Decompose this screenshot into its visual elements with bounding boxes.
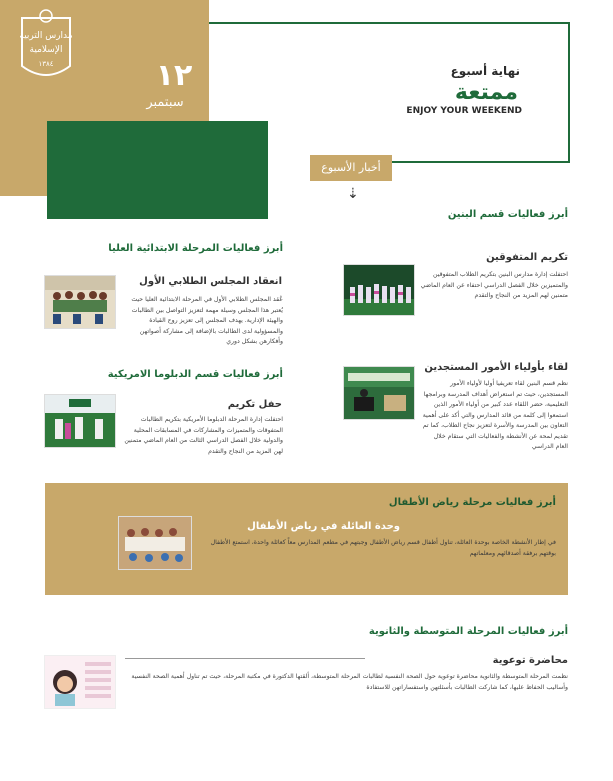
middle-item-body: نظمت المرحلة المتوسطة والثانوية محاضرة توعوية حول الصحة النفسية لطالبات المرحلة المتوسطة، ألقتها الدكتورة في مكتبة المرحلة، حيث تم تناول أهمية الصحة النفسية وأساليب الحفاظ عليها، كما شاركت الطالبات بأسئلتهن واستفساراتهن للاستفادة	[131, 673, 568, 691]
diploma-item-body: احتفلت إدارة المرحلة الدبلوما الأمريكية بتكريم الطالبات المتفوقات والمتميزات والمشاركات في المسابقات المحلية والدولية خلال الفصل الدراسي الثالث من العام الماضي متمنين لهن المزيد من النجاح والتقدم	[124, 416, 283, 455]
issue-month: سبتمبر	[146, 95, 184, 110]
weekend-fun-heading: ممتعة	[454, 80, 518, 105]
diploma-section-title: أبرز فعاليات قسم الدبلوما الامريكية	[107, 369, 283, 380]
kg-family-photo	[118, 516, 192, 570]
elementary-section-title: أبرز فعاليات المرحلة الابتدائية العليا	[108, 243, 283, 254]
frame-line-bottom	[392, 161, 570, 163]
boys-item-2-title: لقاء بأولياء الأمور المستجدين	[424, 362, 568, 373]
svg-text:مدارس التربية: مدارس التربية	[19, 31, 73, 41]
kg-item-title: وحدة العائلة في رياض الأطفال	[247, 521, 400, 532]
honoring-photo	[343, 264, 415, 316]
middle-section-title: أبرز فعاليات المرحلة المتوسطة والثانوية	[368, 626, 568, 637]
school-logo	[12, 8, 80, 88]
elementary-item-body: عُقد المجلس الطلابي الأول في المرحلة الابتدائية العليا حيث يُعتبر هذا المجلس وسيلة مهمة لتعزيز التواصل بين الطالبات والهيئة الإدارية. يهدف المجلس إلى تعزيز روح القيادة والمسؤولية لدى الطالبات بالإضافة إلى مشاركة أصواتهن وأفكارهن بشكل دوري	[131, 296, 283, 345]
boys-item-2-body: نظم قسم البنين لقاء تعريفيا أوليا لأولياء الأمور المستجدين، حيث تم استعراض أهداف المدرسة وبرامجها التعليمية، حضر اللقاء عدد كبير من أولياء الأمور الذين استمعوا إلى كلمة من قائد المدارس والتي أكد على أهمية التعاون بين المدرسة والأسرة لتعزيز نجاح الطلاب، كما تم تقديم لمحة عن الأنشطة والفعاليات التي ستقام خلال العام الدراسي	[422, 380, 568, 450]
kg-section-title: أبرز فعاليات مرحلة رياض الأطفال	[388, 497, 556, 508]
kg-item-body: في إطار الأنشطة الخاصة بوحدة العائلة، تناول أطفال قسم رياض الأطفال وجبتهم في مطعم المدارس معاً كعائلة واحدة، استمتع الأطفال بوقتهم برفقة أصدقائهم ومعلماتهم	[210, 539, 556, 557]
news-tab: أخبار الأسبوع	[310, 155, 392, 181]
svg-text:١٣٨٤: ١٣٨٤	[38, 60, 54, 68]
weekend-heading: نهاية أسبوع	[450, 64, 520, 78]
green-block	[47, 121, 268, 219]
diploma-ceremony-photo	[44, 394, 116, 448]
boys-section-title: أبرز فعاليات قسم البنين	[447, 209, 568, 220]
parents-meeting-photo	[343, 366, 415, 420]
issue-day: ١٢	[155, 58, 193, 93]
boys-item-1-body: احتفلت إدارة مدارس البنين بتكريم الطلاب المتفوقين والمتميزين خلال الفصل الدراسي احتفاء عن العام الماضي متمنين لهم المزيد من النجاح والتقدم	[420, 271, 568, 299]
svg-text:الإسلامية: الإسلامية	[29, 45, 63, 55]
boys-item-1-title: تكريم المتفوقين	[486, 252, 568, 263]
elementary-item-title: انعقاد المجلس الطلابي الأول	[139, 276, 282, 287]
student-council-photo	[44, 275, 116, 329]
frame-line-right	[568, 22, 570, 163]
diploma-item-title: حفل تكريم	[227, 399, 282, 410]
weekend-english: ENJOY YOUR WEEKEND	[406, 106, 522, 116]
frame-line-top	[209, 22, 570, 24]
down-arrow-icon: ⇣	[347, 186, 359, 202]
divider	[125, 658, 365, 659]
awareness-poster-image	[44, 655, 116, 709]
middle-item-title: محاضرة توعوية	[492, 655, 568, 666]
